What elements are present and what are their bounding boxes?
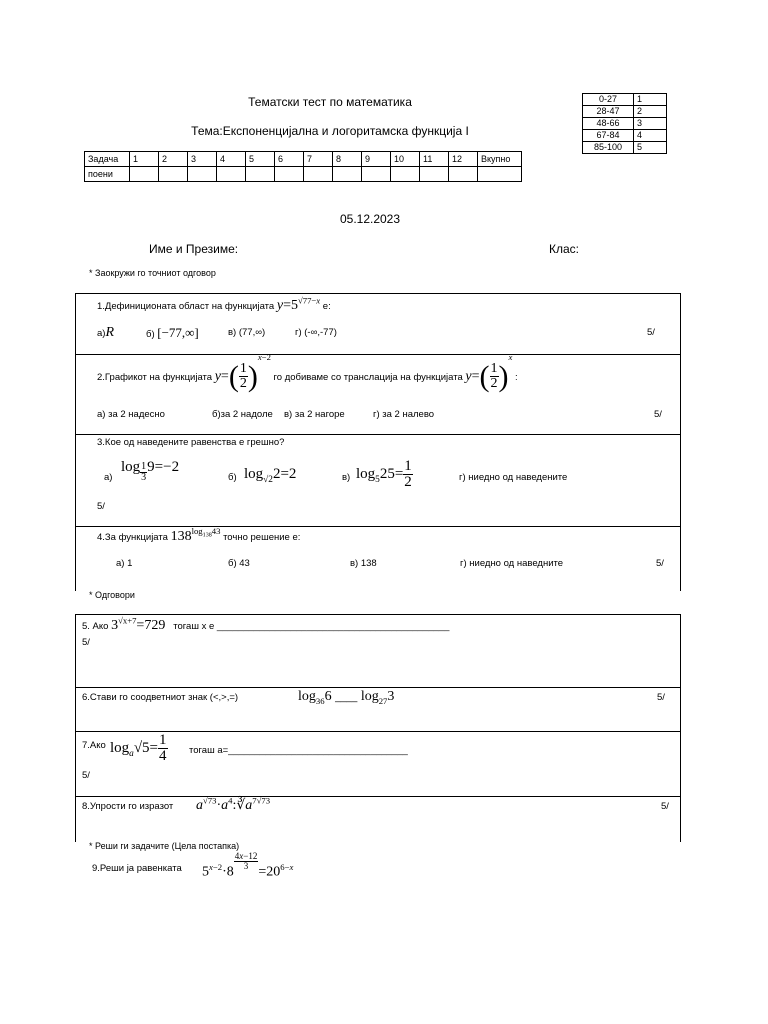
points-cell [420,167,449,182]
q2-stem [97,352,518,394]
grade-scale-row [583,130,667,142]
q1-option-b [146,325,199,341]
question-3 [76,435,680,527]
q7-formula: $\log_a√5=$ $\frac{1}{4}$ [110,732,167,764]
q4-points: 5/ [656,558,664,569]
q1-text: 1.Дефиниционата област на функцијата [97,301,275,312]
q1-formula: $y=5^{√77-x}$ [276,295,321,313]
question-1 [76,294,680,355]
instruction-circle [89,268,216,278]
q2-text: 2.Графикот на функцијата [97,372,213,383]
points-table-col: 4 [217,152,246,167]
instruction-answer [89,590,135,600]
question-5 [76,615,680,688]
q5-stem [82,615,450,634]
points-table-total-label: Вкупно [478,152,522,167]
q5-tail: тогаш x е ____________________________________________ [173,621,450,632]
q3-option-a-label: а) [104,472,113,483]
q2-option-a: а) за 2 надесно [97,409,165,420]
grade-value: 3 [634,118,667,130]
q1-points: 5/ [647,327,655,338]
q4-text: 4.За функцијата [97,532,168,543]
question-7 [76,732,680,797]
test-date: 05.12.2023 [339,212,401,226]
q4-option-a: а) 1 [116,558,133,569]
q5-formula: $3^{√x+7}=729$ [111,615,166,633]
question-6 [76,688,680,732]
q1-option-b-label: б) [146,329,155,340]
name-label: Име и Презиме: [149,242,239,256]
grade-range: 48-66 [583,118,634,130]
grade-value: 2 [634,106,667,118]
multiple-choice-section [75,293,681,591]
q4-option-c: в) 138 [350,558,377,569]
q9-text: 9.Реши ја равенката [92,863,182,874]
q3-text: 3.Кое од наведените равенства е грешно? [97,437,285,448]
q1-option-d: г) (-∞,-77) [295,327,337,338]
q5-label: 5. Ако [82,621,109,632]
grade-range: 28-47 [583,106,634,118]
question-4 [76,527,680,591]
q6-points: 5/ [657,692,665,703]
q4-formula: $138^{log_{138}43}$ [170,526,221,544]
q4-option-b: б) 43 [228,558,250,569]
points-cell [275,167,304,182]
short-answer-section [75,614,681,842]
points-cell [217,167,246,182]
q2-formula-2: y=( $\frac{1}{2}$ )$^x$ [465,352,513,393]
points-table-task-label: Задача [85,152,130,167]
q3-option-d: г) ниедно од наведените [459,472,568,483]
test-title: Тематски тест по математика [248,95,412,109]
q7-points: 5/ [82,770,90,781]
grade-range: 0-27 [583,94,634,106]
q7-label: 7.Ако [82,740,106,751]
q2-points: 5/ [654,409,662,420]
grade-scale-row [583,118,667,130]
points-table [84,151,522,182]
points-cell [159,167,188,182]
q2-option-c: в) за 2 нагоре [284,409,345,420]
grade-range: 85-100 [583,142,634,154]
grade-scale-row [583,142,667,154]
points-table-col: 5 [246,152,275,167]
q3-option-b-formula: $\log_{√2}2=2$ [244,466,297,485]
q1-option-b-formula: [−77,∞] [157,325,199,340]
q2-option-d: г) за 2 налево [373,409,435,420]
points-table-points-label: поени [85,167,130,182]
q1-stem [97,295,331,314]
q3-option-a-formula: log $_{\frac{1}{3}}$ 9=−2 [121,459,180,484]
points-table-col: 3 [188,152,217,167]
points-cell [130,167,159,182]
points-table-col: 9 [362,152,391,167]
q2-mid: го добиваме со транслација на функцијата [273,372,463,383]
q1-option-a-label: а) [97,328,106,339]
grade-value: 1 [634,94,667,106]
grade-scale-row [583,94,667,106]
points-table-points-row [85,167,522,182]
points-table-col: 7 [304,152,333,167]
q4-option-d: г) ниедно од наведните [460,558,564,569]
q6-formula: $\log_{36}6$ ____ $\log_{27}3$ [298,689,395,706]
instruction-text: Заокружи го точниот одговор [95,268,216,278]
points-cell [391,167,420,182]
points-cell [362,167,391,182]
points-table-col: 10 [391,152,420,167]
q5-points: 5/ [82,637,90,648]
grade-value: 4 [634,130,667,142]
q8-text: 8.Упрости го изразот [82,801,174,812]
points-table-col: 11 [420,152,449,167]
q9-formula: $5^{x-2}\cdot 8$ $^{\frac{4x-12}{3}}$ $=20^{6-x}$ [202,851,294,880]
q3-points: 5/ [97,501,105,512]
q1-tail: е: [322,301,331,312]
q3-option-b-label: б) [228,472,237,483]
q1-option-a [97,325,114,341]
class-label: Клас: [549,242,579,256]
q2-option-b: б)за 2 надоле [212,409,273,420]
points-cell [333,167,362,182]
q4-stem [97,526,301,545]
points-cell [246,167,275,182]
instruction-solve [89,841,239,851]
question-8 [76,797,680,842]
q6-blank: ____ [335,692,358,703]
grade-scale-table [582,93,667,154]
q7-tail: тогаш а=__________________________________ [189,745,408,756]
q1-option-a-formula: R [105,325,115,340]
q8-formula: $a^{√73}\cdot a^4:∛a^{7√73}$ [196,795,271,813]
instruction-text: Одговори [95,590,135,600]
q8-points: 5/ [661,801,669,812]
q3-option-c-formula: $\log_525=$ $\frac{1}{2}$ [356,458,412,490]
q3-option-c-label: в) [342,472,351,483]
points-cell [304,167,333,182]
bullet-mark: * [89,590,96,600]
bullet-mark: * [89,268,96,278]
q1-option-c: в) (77,∞) [228,327,266,338]
bullet-mark: * [89,841,96,851]
test-topic: Тема:Експоненцијална и логоритамска функција I [191,124,469,138]
points-table-header-row [85,152,522,167]
q4-tail: точно решение е: [223,532,301,543]
q2-formula-1: y=( $\frac{1}{2}$ )$^{x-2}$ [214,352,271,393]
points-table-col: 6 [275,152,304,167]
points-cell [449,167,478,182]
grade-range: 67-84 [583,130,634,142]
instruction-text: Реши ги задачите (Цела постапка) [95,841,240,851]
points-table-col: 1 [130,152,159,167]
points-table-col: 8 [333,152,362,167]
grade-scale-row [583,106,667,118]
grade-value: 5 [634,142,667,154]
q6-text: 6.Стави го соодветниот знак (<,>,=) [82,692,239,703]
points-table-col: 12 [449,152,478,167]
question-2 [76,352,680,435]
points-cell [188,167,217,182]
points-table-col: 2 [159,152,188,167]
points-cell [478,167,522,182]
q2-tail: : [515,372,518,383]
